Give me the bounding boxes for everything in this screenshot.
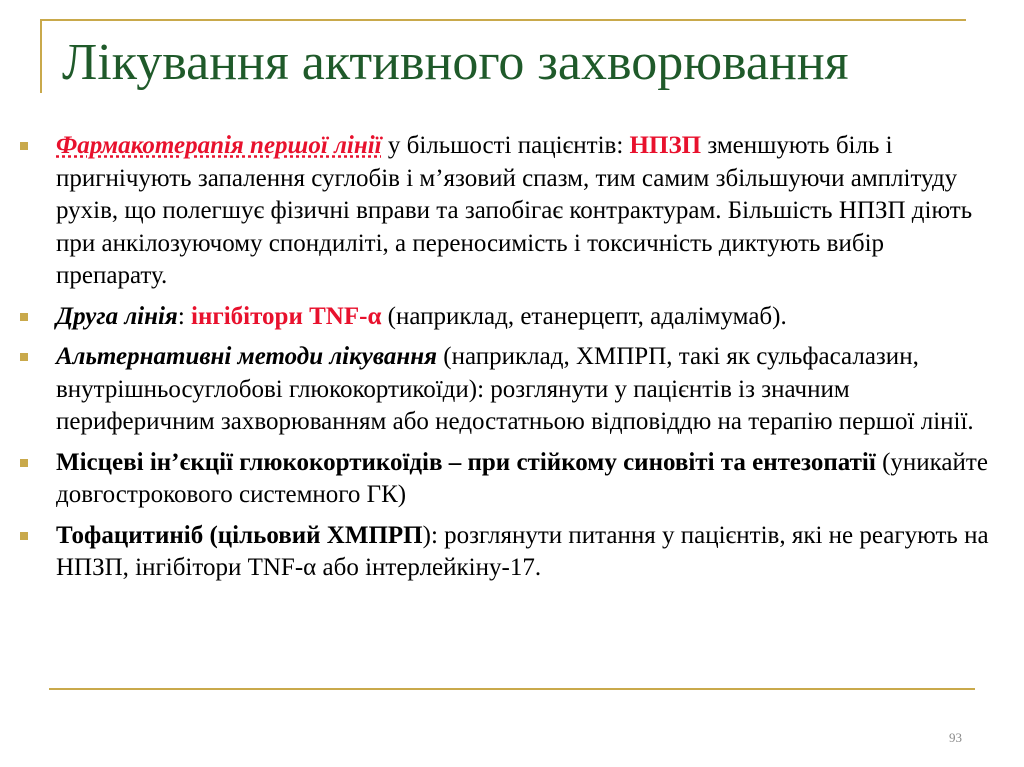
frame-top-line <box>40 19 966 21</box>
square-bullet-icon <box>20 313 28 321</box>
text-run: : <box>177 302 192 330</box>
square-bullet-icon <box>20 353 28 361</box>
square-bullet-icon <box>20 142 28 150</box>
text-run: Місцеві ін’єкції глюкокортикоїдів – при стійкому синовіті та ентезопатії <box>56 448 876 476</box>
square-bullet-icon <box>20 459 28 467</box>
text-run: (уникайте довгострокового системного ГК) <box>56 448 988 508</box>
bullet-item-tofacitinib <box>20 520 1000 585</box>
bullet-item-local-injections <box>20 447 1000 512</box>
text-run: НПЗП <box>629 132 702 159</box>
text-run: Друга лінія <box>56 302 178 330</box>
text-run: у більшості пацієнтів: <box>381 132 630 159</box>
page-number: 93 <box>949 730 962 745</box>
text-run: ): розглянути питання у пацієнтів, які не реагують на НПЗП, інгібітори TNF-α або інтерлейкіну-17. <box>56 521 989 581</box>
footer-divider <box>49 688 975 690</box>
bullet-item-second-line <box>20 301 1000 334</box>
slide-title: Лікування активного захворювання <box>62 34 849 91</box>
text-run: Тофацитиніб (цільовий ХМПРП <box>56 521 423 549</box>
bullet-item-alternative-methods <box>20 341 1000 439</box>
bullet-list <box>20 130 1000 593</box>
square-bullet-icon <box>20 532 28 540</box>
text-run: Альтернативні методи лікування <box>56 343 438 370</box>
text-run: Фармакотерапія першої лінії <box>56 132 382 159</box>
text-run: зменшують біль і пригнічують запалення суглобів і м’язовий спазм, тим самим збільшуючи амплітуду рухів, що полегшує фізичні вправи та запобігає контрактурам. Більшість НПЗП діють при анкілозуючому спондиліті, а переносимість і токсичність диктують вибір препарату. <box>56 132 973 289</box>
text-run: інгібітори TNF-α <box>191 302 382 330</box>
text-run: (наприклад, ХМПРП, такі як сульфасалазин, внутрішньосуглобові глюкокортикоїди): розглянути у пацієнтів із значним периферичним захворюванням або недостатньою відповіддю на терапію першої лінії. <box>56 343 974 435</box>
frame-left-line <box>40 19 42 93</box>
text-run: (наприклад, етанерцепт, адалімумаб). <box>381 302 787 330</box>
bullet-item-first-line-therapy <box>20 130 1000 293</box>
